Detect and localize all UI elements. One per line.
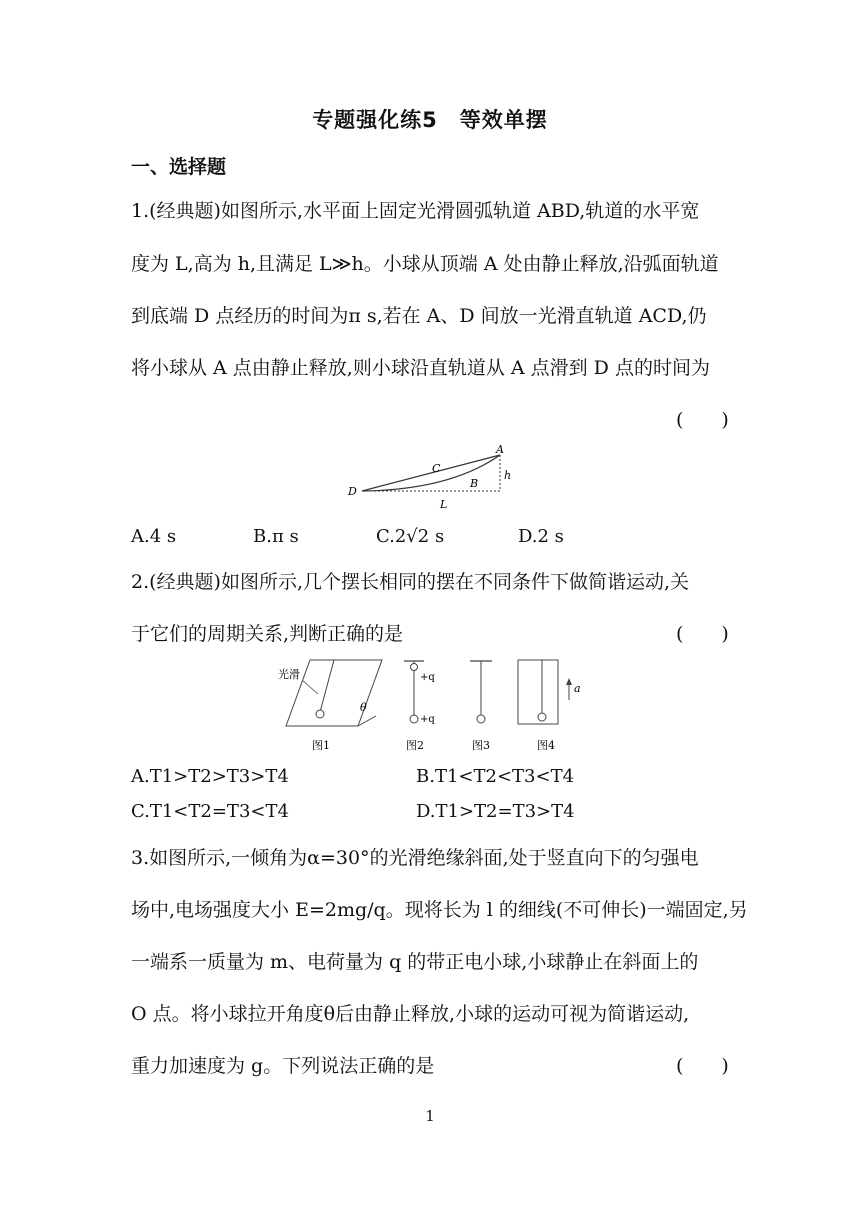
q2-smooth-label: 光滑 (278, 668, 300, 681)
q1-option-c[interactable]: C.2√2 s (376, 526, 445, 547)
page-number: 1 (425, 1107, 435, 1125)
q2-option-c[interactable]: C.T1<T2=T3<T4 (131, 801, 289, 822)
q3-line-3: 一端系一质量为 m、电荷量为 q 的带正电小球,小球静止在斜面上的 (131, 951, 699, 973)
q1-label-b: B (470, 477, 479, 490)
q1-answer-paren: ( ) (676, 409, 729, 431)
q2-fig4-caption: 图4 (537, 739, 555, 752)
q3-line-2: 场中,电场强度大小 E=2mg/q。现将长为 l 的细线(不可伸长)一端固定,另 (131, 899, 748, 921)
q2-line-1: 2.(经典题)如图所示,几个摆长相同的摆在不同条件下做简谐运动,关 (131, 571, 690, 593)
q2-line-2: 于它们的周期关系,判断正确的是 (131, 623, 404, 645)
q2-theta-label: θ (360, 701, 367, 714)
q1-line-4: 将小球从 A 点由静止释放,则小球沿直轨道从 A 点滑到 D 点的时间为 (131, 357, 710, 379)
q1-label-h: h (504, 469, 512, 482)
q2-answer-paren: ( ) (676, 623, 729, 645)
q2-fig3-caption: 图3 (472, 739, 490, 752)
q1-label-a: A (496, 443, 504, 456)
q3-answer-paren: ( ) (676, 1055, 729, 1077)
q1-line-2: 度为 L,高为 h,且满足 L≫h。小球从顶端 A 处由静止释放,沿弧面轨道 (131, 253, 719, 275)
q1-figure (340, 442, 520, 516)
q1-option-d[interactable]: D.2 s (518, 526, 564, 547)
q1-option-a[interactable]: A.4 s (131, 526, 177, 547)
q1-label-c: C (432, 462, 441, 475)
q3-line-5: 重力加速度为 g。下列说法正确的是 (131, 1055, 435, 1077)
q1-line-1: 1.(经典题)如图所示,水平面上固定光滑圆弧轨道 ABD,轨道的水平宽 (131, 200, 700, 222)
q2-charge-bottom: +q (420, 714, 435, 725)
q2-option-a[interactable]: A.T1>T2>T3>T4 (131, 766, 289, 787)
q1-label-l: L (440, 498, 448, 511)
q3-line-4: O 点。将小球拉开角度θ后由静止释放,小球的运动可视为简谐运动, (131, 1003, 690, 1025)
section-heading: 一、选择题 (131, 156, 227, 178)
q1-option-b[interactable]: B.π s (253, 526, 299, 547)
q2-fig2-caption: 图2 (406, 739, 424, 752)
q2-accel-label: a (574, 682, 581, 695)
q3-line-1: 3.如图所示,一倾角为α=30°的光滑绝缘斜面,处于竖直向下的匀强电 (131, 847, 699, 869)
q2-fig1-caption: 图1 (312, 739, 330, 752)
q1-label-d: D (348, 485, 357, 498)
q2-charge-top: +q (420, 672, 435, 683)
q2-option-b[interactable]: B.T1<T2<T3<T4 (416, 766, 575, 787)
q2-option-d[interactable]: D.T1>T2=T3>T4 (416, 801, 575, 822)
page-title: 专题强化练5 等效单摆 (312, 108, 548, 132)
q1-line-3: 到底端 D 点经历的时间为π s,若在 A、D 间放一光滑直轨道 ACD,仍 (131, 305, 707, 327)
q2-figure (272, 656, 612, 756)
